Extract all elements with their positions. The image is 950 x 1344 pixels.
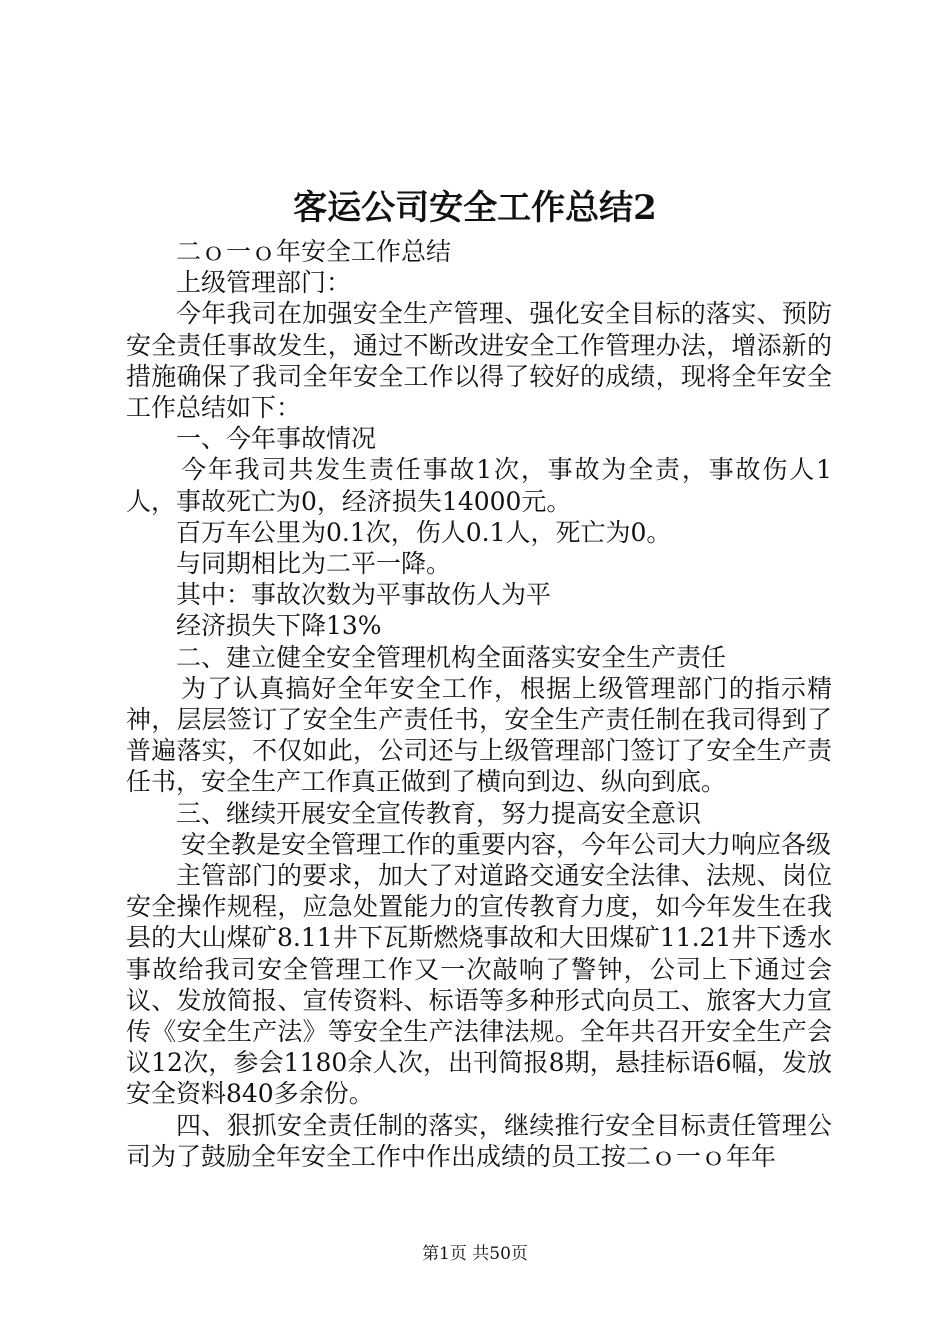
- page-footer: 第1页 共50页: [422, 1244, 528, 1264]
- section-heading-accidents: 一、今年事故情况: [176, 424, 377, 454]
- document-body: [126, 236, 832, 1172]
- paragraph-comparison: 与同期相比为二平一降。: [176, 549, 452, 579]
- paragraph-intro: 今年我司在加强安全生产管理、强化安全目标的落实、预防安全责任事故发生，通过不断改进安全工作管理办法，增添新的措施确保了我司全年安全工作以得了较好的成绩，现将全年安全工作总结如下：: [126, 299, 832, 423]
- paragraph-education-intro: 安全教是安全管理工作的重要内容，今年公司大力响应各级: [181, 829, 832, 859]
- section-heading-responsibility: 二、建立健全安全管理机构全面落实安全生产责任: [176, 642, 727, 672]
- paragraph-heading-year-summary: 二ｏ一ｏ年安全工作总结: [176, 237, 452, 266]
- paragraph-per-million-km: 百万车公里为0.1次，伤人0.1人，死亡为0。: [176, 517, 672, 547]
- paragraph-addressee: 上级管理部门：: [176, 268, 352, 298]
- paragraph-education-details: 主管部门的要求，加大了对道路交通安全法律、法规、岗位安全操作规程，应急处置能力的宣传教育力度，如今年发生在我县的大山煤矿8.11井下瓦斯燃烧事故和大田煤矿11.21井下透水事故给我司安全管理工作又一次敲响了警钟，公司上下通过会议、发放简报、宣传资料、标语等多种形式向员工、旅客大力宣传《安全生产法》等安全生产法律法规。全年共召开安全生产会议12次，参会1180余人次，出刊简报8期，悬挂标语6幅，发放安全资料840多余份。: [126, 861, 832, 1109]
- section-heading-target-management: 四、狠抓安全责任制的落实，继续推行安全目标责任管理公司为了鼓励全年安全工作中作出成绩的员工按二ｏ一ｏ年年: [126, 1110, 832, 1171]
- paragraph-breakdown: 其中：事故次数为平事故伤人为平: [176, 580, 552, 610]
- document-title: 客运公司安全工作总结2: [293, 188, 657, 228]
- paragraph-responsibility-details: 为了认真搞好全年安全工作，根据上级管理部门的指示精神，层层签订了安全生产责任书，安全生产责任制在我司得到了普遍落实，不仅如此，公司还与上级管理部门签订了安全生产责任书，安全生产工作真正做到了横向到边、纵向到底。: [126, 673, 832, 797]
- paragraph-accident-details: 今年我司共发生责任事故1次，事故为全责，事故伤人1人，事故死亡为0，经济损失14000元。: [126, 455, 832, 516]
- section-heading-education: 三、继续开展安全宣传教育，努力提高安全意识: [176, 798, 702, 828]
- paragraph-economic-loss: 经济损失下降13%: [176, 611, 382, 641]
